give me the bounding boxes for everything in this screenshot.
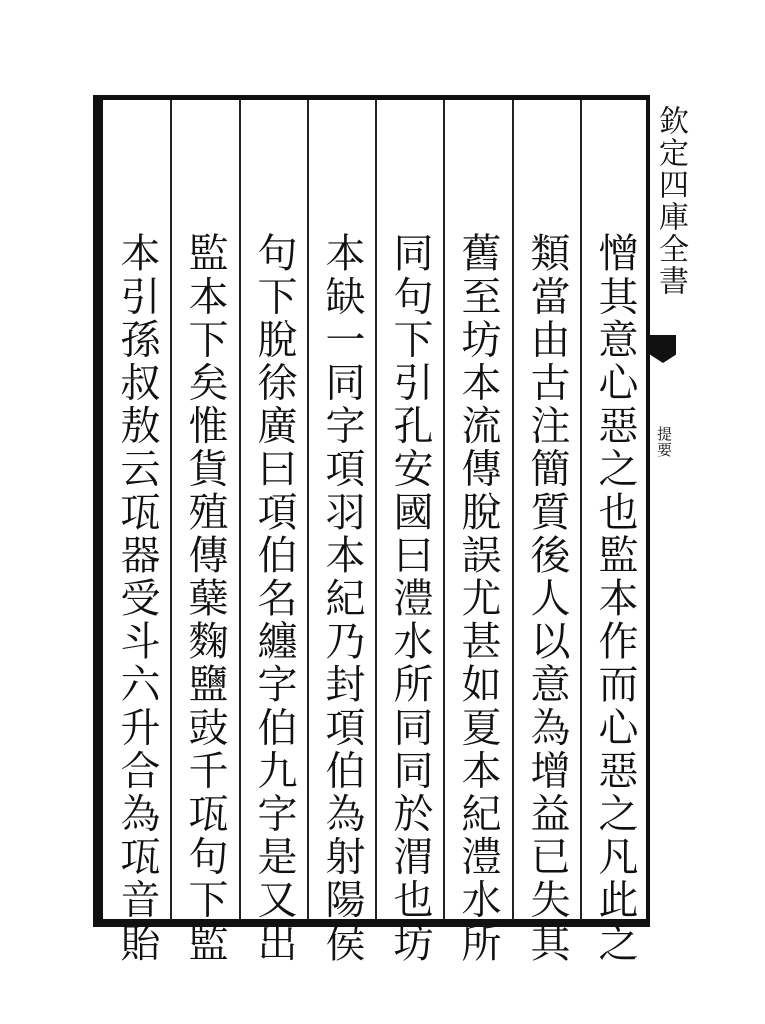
text-column-5: 本缺一同字項羽本紀乃封項伯為射陽侯 — [319, 232, 365, 965]
column-rule — [512, 100, 514, 920]
frame-left-border — [93, 95, 103, 927]
column-rule — [443, 100, 445, 920]
text-column-3: 舊至坊本流傳脫誤尤甚如夏本紀澧水所 — [455, 232, 501, 965]
text-column-2: 類當由古注簡質後人以意為增益已失其 — [524, 232, 570, 965]
column-rule — [170, 100, 172, 920]
section-label: 提要 — [655, 426, 673, 458]
column-rule — [375, 100, 377, 920]
frame-top-border — [93, 95, 649, 100]
text-column-1: 憎其意心惡之也監本作而心惡之凡此之 — [592, 232, 638, 965]
text-column-6: 句下脫徐廣曰項伯名纏字伯九字是又出 — [251, 232, 297, 965]
column-rule — [580, 100, 582, 920]
column-rule — [307, 100, 309, 920]
text-column-8: 本引孫叔敖云瓨器受斗六升合為瓨音貽 — [114, 232, 160, 965]
fishtail-mark-icon — [650, 335, 676, 363]
column-rule — [239, 100, 241, 920]
book-title-banner: 欽定四庫全書 — [653, 105, 688, 297]
text-column-7: 監本下矣惟貨殖傳蘖麴鹽豉千瓨句下監 — [182, 232, 228, 965]
text-column-4: 同句下引孔安國曰澧水所同同於渭也坊 — [387, 232, 433, 965]
